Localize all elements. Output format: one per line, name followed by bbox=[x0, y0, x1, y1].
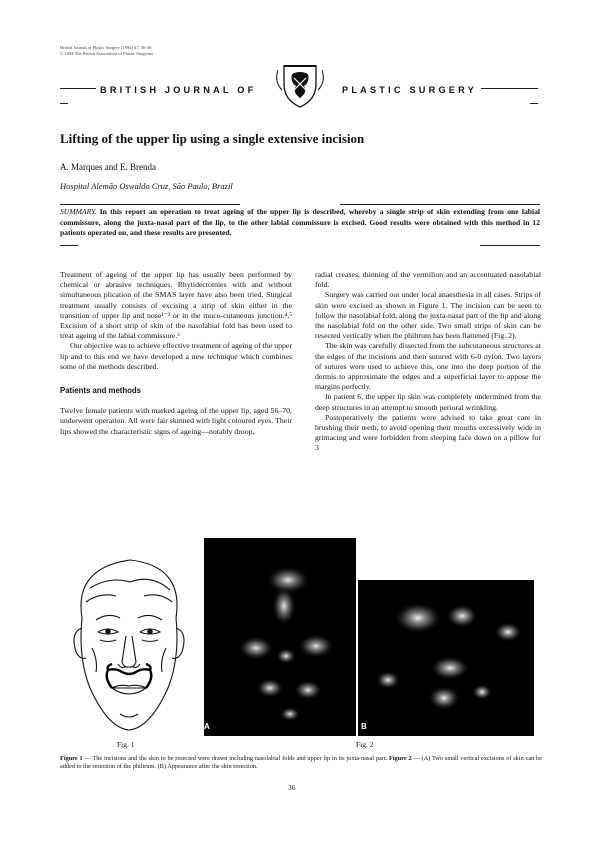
summary-lead: SUMMARY. bbox=[60, 207, 97, 216]
photo-a-letter: A bbox=[204, 722, 210, 731]
caption-figure-1-ref: Figure 1 bbox=[60, 755, 83, 762]
body-column-right bbox=[315, 270, 541, 454]
article-affiliation: Hospital Alemão Oswaldo Cruz, São Paulo, Brazil bbox=[60, 181, 233, 191]
summary-rule-bottom-left bbox=[60, 245, 78, 246]
caption-figure-2-ref: Figure 2 bbox=[389, 755, 412, 762]
imprint-line: © 1994 The British Association of Plastic Surgeons bbox=[60, 51, 153, 56]
figure-1-label: Fig. 1 bbox=[117, 740, 135, 749]
body-column-left bbox=[60, 270, 292, 437]
caption-text-1: — The incisions and the skin to be resected were drawn including nasolabial folds and upper lip in its juxta-nasal part. bbox=[82, 755, 389, 762]
photo-b-letter: B bbox=[361, 722, 367, 731]
paragraph: Surgery was carried out under local anaesthesia in all cases. Strips of skin were excised as shown in Figure 1. The incision can be seen to follow the nasolabial fold, along the juxta-nasal part of the lip and along the nasolabial fold on the other side. Two small strips of skin can be resected vertically when the philtrum has been flattened (Fig. 2). bbox=[315, 290, 541, 341]
imprint-line: British Journal of Plastic Surgery (1994) 47, 36-38 bbox=[60, 45, 152, 50]
paragraph: Twelve female patients with marked ageing of the upper lip, aged 56–70, underwent operation. All were fair skinned with light coloured eyes. Their lips showed the characteristic signs of ageing—notably droop, bbox=[60, 406, 292, 436]
summary-text: In this report an operation to treat ageing of the upper lip is described, whereby a single strip of skin extending from one labial commissure, along the juxta-nasal part of the lip, to the other labial commissure is excised. Good results were obtained with this method in 12 patients operated on, and these results are presented. bbox=[60, 207, 540, 238]
section-heading: Patients and methods bbox=[60, 386, 142, 396]
journal-name-left: BRITISH JOURNAL OF bbox=[96, 85, 260, 95]
paragraph: Treatment of ageing of the upper lip has usually been performed by chemical or abrasive techniques. Rhytidectomies with and without simultaneous plication of the SMAS layer have also been tried. Surgical treatment usually consists of excising a strip of skin either in the transition of upper lip and nose¹⁻³ or in the muco-cutaneous junction.⁴,⁵ Excision of a short strip of skin of the nasolabial fold has been used to treat ageing of the labial commissure.⁶ bbox=[60, 270, 292, 341]
paragraph: Our objective was to achieve effective treatment of ageing of the upper lip and to this end we have developed a new technique which combines some of the methods described. bbox=[60, 341, 292, 371]
paragraph: In patient 6, the upper lip skin was completely undermined from the deep structures in an attempt to smooth perioral wrinkling. bbox=[315, 392, 541, 412]
masthead-tick-right bbox=[530, 103, 538, 104]
masthead-tick-left bbox=[60, 103, 68, 104]
article-title: Lifting of the upper lip using a single extensive incision bbox=[60, 131, 365, 146]
photo-a bbox=[204, 538, 356, 736]
page-number: 36 bbox=[288, 783, 296, 792]
journal-imprint bbox=[60, 45, 200, 57]
photo-b bbox=[358, 580, 534, 736]
paragraph: The skin was carefully dissected from the subcutaneous structures at the edges of the incisions and then sutured with 6-0 nylon. Two layers of sutures were used to achieve this, one into the deep portion of the dermis to approximate the edges and a superficial layer to appose the margins perfectly. bbox=[315, 341, 541, 392]
figure-2-label: Fig. 2 bbox=[356, 740, 374, 749]
article-authors: A. Marques and E. Brenda bbox=[60, 162, 156, 172]
paragraph: Postoperatively the patients were advised to take great care in brushing their teeth, to avoid opening their mouths excessively wide in grimacing and were forbidden from sleeping face down on a pillow for 3 bbox=[315, 412, 541, 453]
paragraph: radial creases, thinning of the vermilion and an accentuated nasolabial fold. bbox=[315, 270, 541, 290]
summary-rule-top-left bbox=[60, 204, 240, 205]
article-summary bbox=[60, 207, 540, 239]
figure-caption bbox=[60, 755, 542, 771]
summary-rule-top-right bbox=[340, 204, 540, 205]
journal-name-right: PLASTIC SURGERY bbox=[338, 85, 481, 95]
crest-emblem-icon bbox=[270, 60, 330, 110]
face-drawing-icon bbox=[60, 548, 198, 735]
summary-rule-bottom-right bbox=[480, 245, 540, 246]
caption-text-2: — (A) Two small vertical excisions of skin can be added to the resection of the philtrum. (B) Appearance after the skin resection. bbox=[60, 755, 542, 771]
